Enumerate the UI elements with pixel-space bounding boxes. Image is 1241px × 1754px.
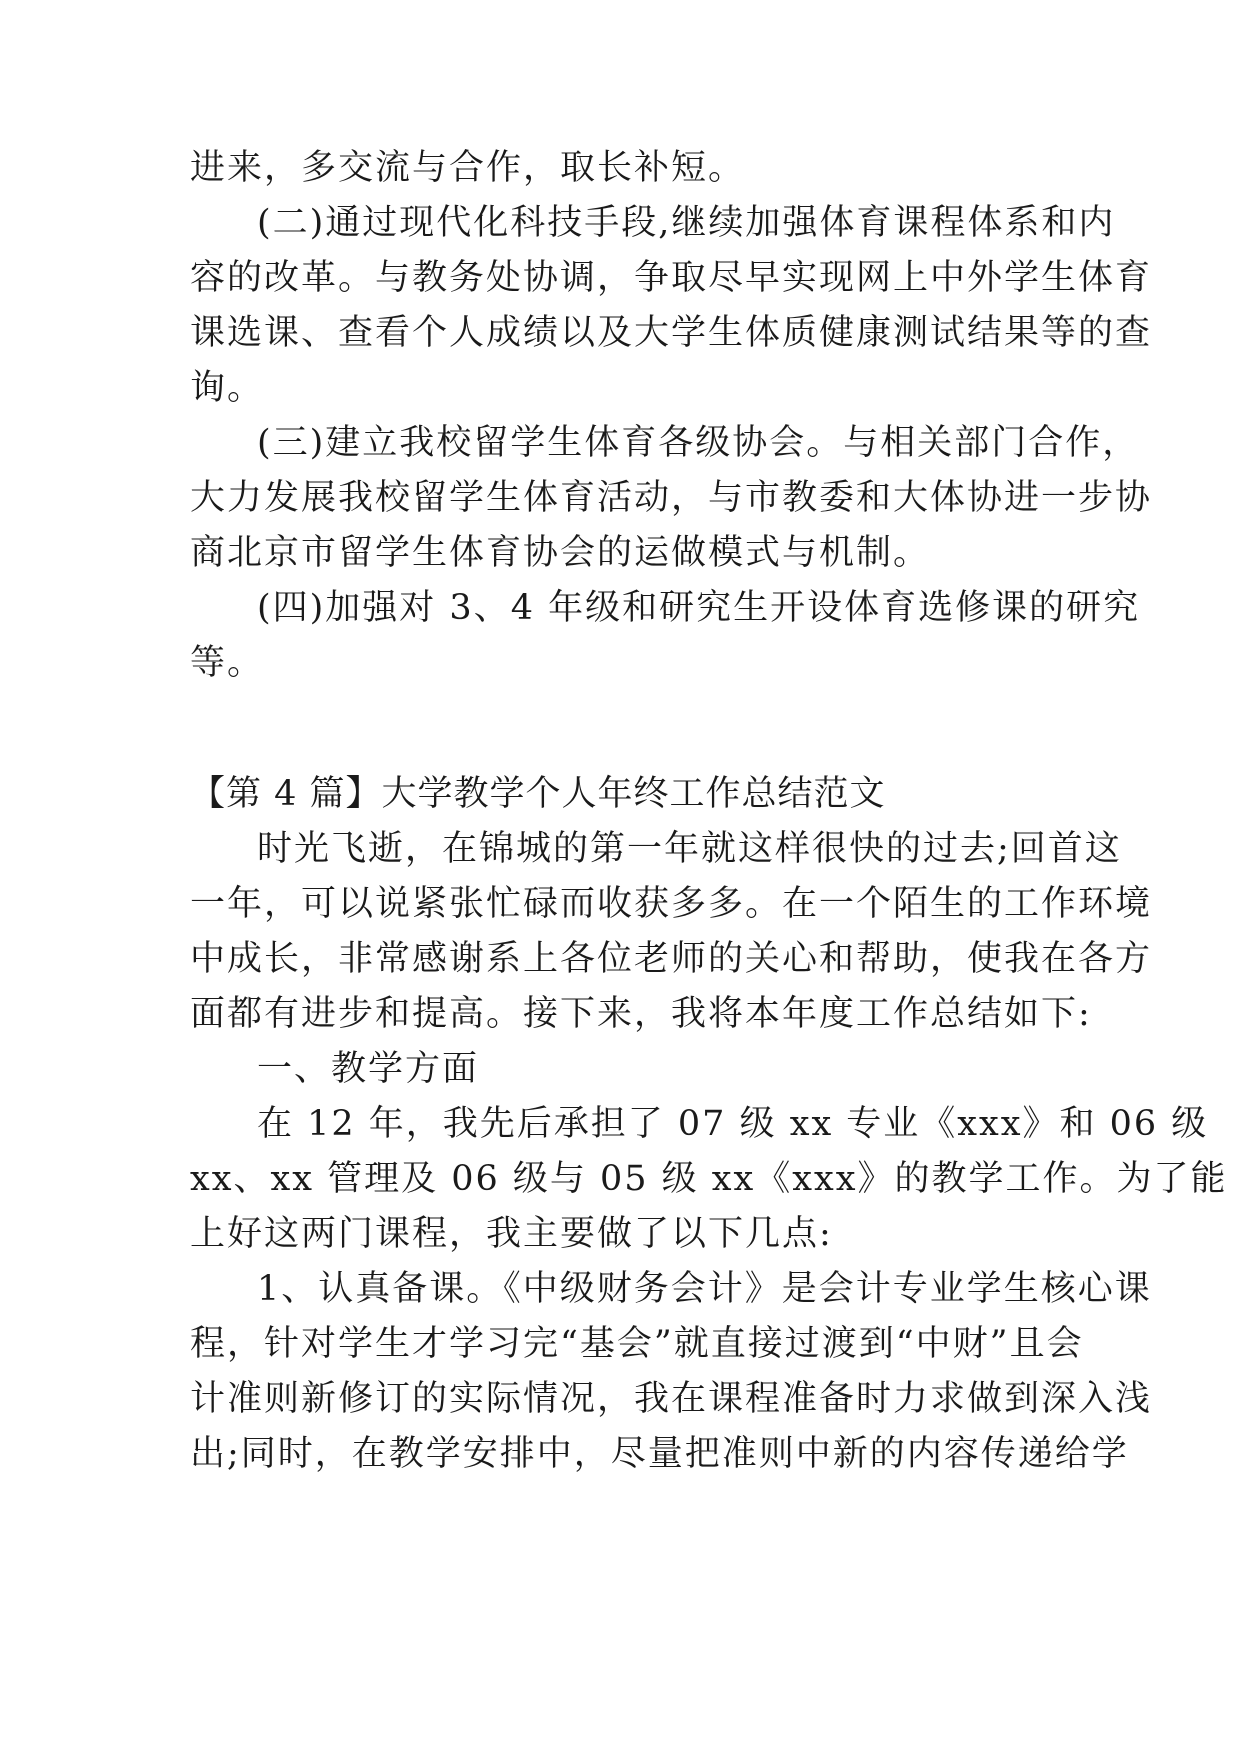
text-line: (三)建立我校留学生体育各级协会。与相关部门合作， bbox=[257, 423, 1140, 463]
text-line: 在 12 年，我先后承担了 07 级 xx 专业《xxx》和 06 级 bbox=[257, 1104, 1209, 1144]
text-line: 大力发展我校留学生体育活动，与市教委和大体协进一步协 bbox=[190, 478, 1153, 518]
text-line: 计准则新修订的实际情况，我在课程准备时力求做到深入浅 bbox=[190, 1379, 1153, 1419]
text-line: 程，针对学生才学习完“基会”就直接过渡到“中财”且会 bbox=[190, 1324, 1084, 1364]
section-heading: 【第 4 篇】大学教学个人年终工作总结范文 bbox=[190, 774, 886, 814]
text-line: 课选课、查看个人成绩以及大学生体质健康测试结果等的查 bbox=[190, 313, 1153, 353]
text-line: 出;同时，在教学安排中，尽量把准则中新的内容传递给学 bbox=[190, 1434, 1129, 1474]
text-line: 面都有进步和提高。接下来，我将本年度工作总结如下: bbox=[190, 994, 1092, 1034]
text-line: 中成长，非常感谢系上各位老师的关心和帮助，使我在各方 bbox=[190, 939, 1153, 979]
text-line: 时光飞逝，在锦城的第一年就这样很快的过去;回首这 bbox=[257, 829, 1122, 869]
text-line: xx、xx 管理及 06 级与 05 级 xx《xxx》的教学工作。为了能 bbox=[190, 1159, 1228, 1199]
text-line: 一年，可以说紧张忙碌而收获多多。在一个陌生的工作环境 bbox=[190, 884, 1153, 924]
text-line: 询。 bbox=[190, 368, 265, 408]
text-line: 容的改革。与教务处协调，争取尽早实现网上中外学生体育 bbox=[190, 258, 1153, 298]
text-line: 进来，多交流与合作，取长补短。 bbox=[190, 148, 746, 188]
text-line: 等。 bbox=[190, 643, 265, 683]
text-line: (二)通过现代化科技手段,继续加强体育课程体系和内 bbox=[257, 203, 1116, 243]
text-line: 商北京市留学生体育协会的运做模式与机制。 bbox=[190, 533, 931, 573]
text-line: (四)加强对 3、4 年级和研究生开设体育选修课的研究 bbox=[257, 588, 1141, 628]
text-line: 1、认真备课。《中级财务会计》是会计专业学生核心课 bbox=[257, 1269, 1152, 1309]
subsection-heading: 一、教学方面 bbox=[257, 1049, 480, 1089]
text-line: 上好这两门课程，我主要做了以下几点: bbox=[190, 1214, 833, 1254]
